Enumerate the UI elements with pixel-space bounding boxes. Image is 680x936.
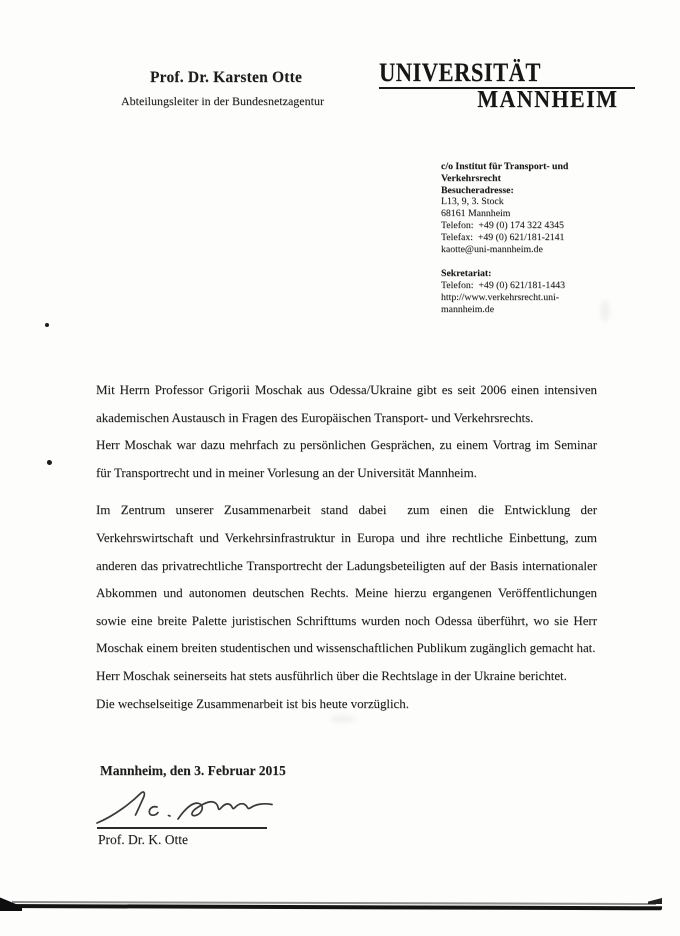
handwritten-signature <box>94 786 284 832</box>
text-line: Die wechselseitige Zusammenarbeit ist bis heute vorzüglich. <box>96 695 409 711</box>
scan-dot-artifact <box>45 323 49 327</box>
secretariat-info <box>441 268 671 315</box>
text-line: Verkehrswirtschaft und Verkehrsinfrastruktur in Europa und ihre rechtliche Einbettung, zum <box>96 529 597 545</box>
text-line: Telefon: +49 (0) 174 322 4345 <box>441 219 564 231</box>
sender-name: Prof. Dr. Karsten Otte <box>150 69 303 86</box>
text-line: Abkommen und autonomen deutschen Rechts. Meine hierzu ergangenen Veröffentlichungen <box>96 585 597 601</box>
sender-role: Abteilungsleiter in der Bundesnetzagentur <box>121 94 324 108</box>
text-line: Verkehrsrecht <box>441 172 501 184</box>
contact-block <box>441 161 671 316</box>
date-line: Mannheim, den 3. Februar 2015 <box>100 763 286 778</box>
text-line: sowie eine breite Palette juristischen Schrifttums wurden noch Odessa überführt, wo sie Herr <box>96 612 597 628</box>
scan-smudge <box>330 715 356 723</box>
institute-address <box>441 161 671 255</box>
text-line: Im Zentrum unserer Zusammenarbeit stand dabei zum einen die Entwicklung der <box>96 502 597 518</box>
signature-line <box>97 827 267 829</box>
logo-mannheim-text: MANNHEIM <box>476 87 618 113</box>
text-line: kaotte@uni-mannheim.de <box>441 243 543 255</box>
text-line: c/o Institut für Transport- und <box>441 161 569 172</box>
signatory-name: Prof. Dr. K. Otte <box>98 832 188 847</box>
text-line: anderen das privatrechtliche Transportrecht der Ladungsbeteiligten auf der Basis internationaler <box>96 557 597 573</box>
text-line: Mit Herrn Professor Grigorii Moschak aus Odessa/Ukraine gibt es seit 2006 einen intensiven <box>96 382 597 397</box>
text-line: mannheim.de <box>441 303 495 315</box>
bottom-right-scan-tick <box>648 898 662 904</box>
university-mannheim-logo <box>378 60 638 112</box>
text-line: Telefax: +49 (0) 621/181-2141 <box>441 231 565 243</box>
text-line: L13, 9, 3. Stock <box>441 196 504 208</box>
text-line: Besucheradresse: <box>441 184 514 196</box>
paragraph-cooperation-focus <box>96 496 597 717</box>
text-line: für Transportrecht und in meiner Vorlesung an der Universität Mannheim. <box>96 464 477 480</box>
text-line: Sekretariat: <box>441 268 492 280</box>
scan-smudge <box>600 300 610 322</box>
logo-universitaet-text: UNIVERSITÄT <box>379 58 541 87</box>
page-bottom-edge-line <box>2 904 662 910</box>
letter-body <box>96 376 597 717</box>
text-line: Moschak einem breiten studentischen und wissenschaftlichen Publikum zugänglich gemacht hat. <box>96 640 596 656</box>
scan-dot-artifact <box>47 460 52 465</box>
text-line: Herr Moschak seinerseits hat stets ausführlich über die Rechtslage in der Ukraine berichtet. <box>96 667 567 683</box>
text-line: Telefon: +49 (0) 621/181-1443 <box>441 280 566 292</box>
text-line: akademischen Austausch in Fragen des Europäischen Transport- und Verkehrsrechts. <box>96 409 534 425</box>
text-line: 68161 Mannheim <box>441 208 511 220</box>
text-line: Herr Moschak war dazu mehrfach zu persönlichen Gesprächen, zu einem Vortrag im Seminar <box>96 437 597 453</box>
paragraph-academic-exchange <box>96 376 597 486</box>
text-line: http://www.verkehrsrecht.uni- <box>441 291 559 303</box>
